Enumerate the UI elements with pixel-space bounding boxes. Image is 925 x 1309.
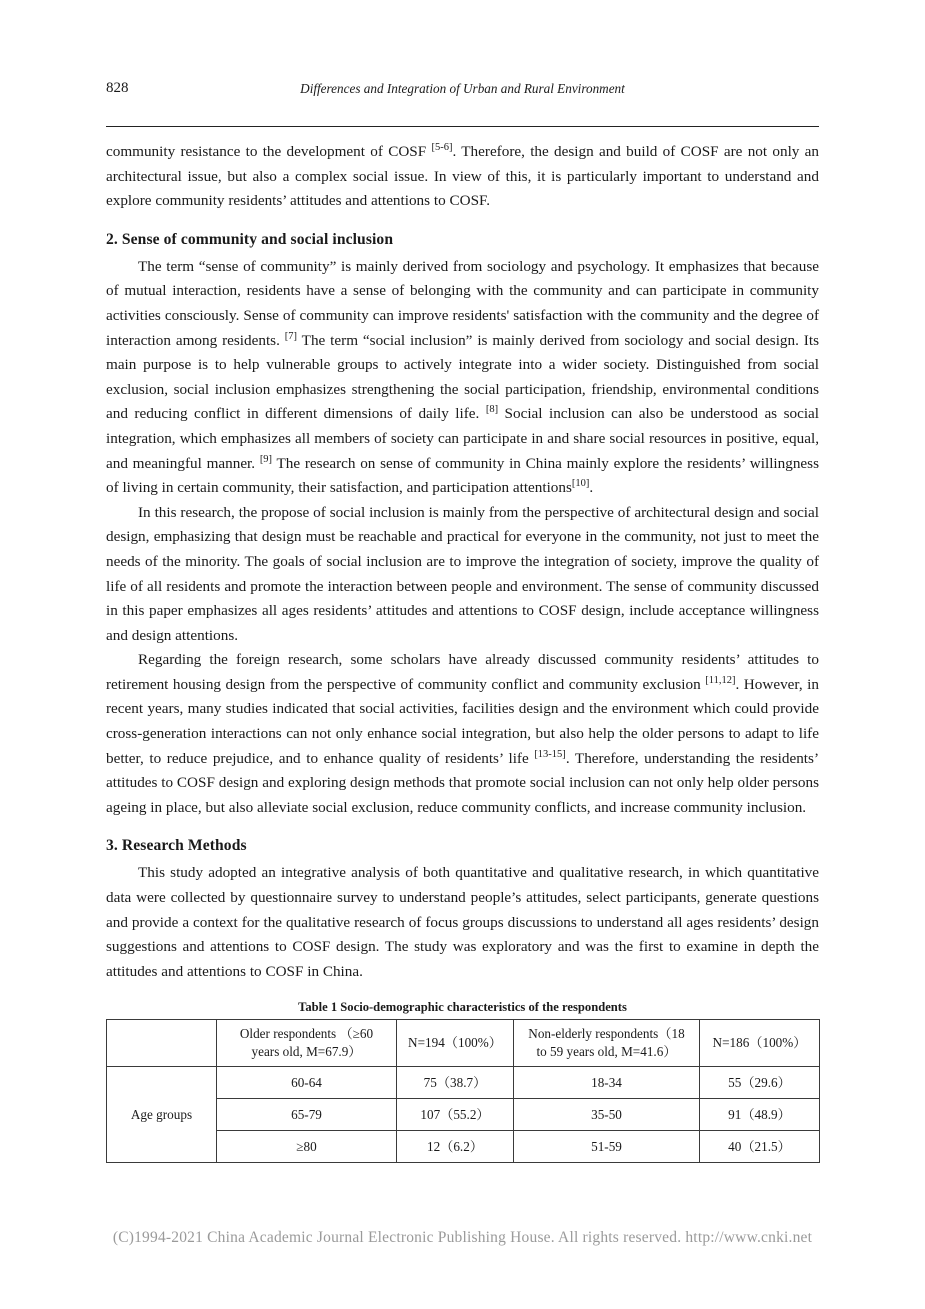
cell-nonelderly-value: 40（21.5）	[700, 1131, 820, 1163]
paragraph-s2-2: In this research, the propose of social inclusion is mainly from the perspective of architectural design and social design, emphasizing that design must be reachable and practical for everyone in the community, not just to meet the needs of the minority. The goals of social inclusion are to improve the integration of society, improve the quality of life of all residents and promote the interaction between people and environment. The sense of community discussed in this paper emphasizes all ages residents’ attitudes and attentions to COSF design, include acceptance willingness and design attentions.	[106, 503, 819, 644]
demographics-table	[106, 1019, 820, 1163]
text-run: The research on sense of community in China mainly explore the residents’ willingness of living in certain community, their satisfaction, and participation attentions	[106, 454, 819, 497]
nonelderly-label-line2: to 59 years old, M=41.6）	[536, 1044, 677, 1060]
cell-older-group: 60-64	[217, 1067, 397, 1099]
paragraph-continued	[106, 140, 819, 214]
citation-ref: [7]	[284, 330, 298, 342]
paragraph-s2-3	[106, 648, 819, 820]
cell-blank	[107, 1020, 217, 1067]
citation-ref: [13-15]	[534, 748, 566, 760]
cell-older-group: ≥80	[217, 1131, 397, 1163]
cell-nonelderly-label	[514, 1020, 700, 1067]
text-run: The term “social inclusion” is mainly derived from sociology and social design. Its main purpose is to help vulnerable groups to actively integrate into a wider society. Distinguished from social exclusion, social inclusion emphasizes strengthening the social participation, friendship, environmental conditions and reducing conflict in different dimensions of daily life.	[106, 331, 819, 423]
text-run: . Therefore, the design and build of COSF are not only an architectural issue, but also a complex social issue. In view of this, it is particularly important to understand and explore community residents’ attitudes and attentions to COSF.	[106, 143, 819, 210]
cell-nonelderly-group: 35-50	[514, 1099, 700, 1131]
cell-older-value: 12（6.2）	[397, 1131, 514, 1163]
running-head	[106, 78, 819, 104]
copyright-footer: (C)1994-2021 China Academic Journal Electronic Publishing House. All rights reserved. http://www.cnki.net	[112, 1229, 813, 1246]
page-content	[106, 78, 819, 1163]
table-header-row	[107, 1020, 820, 1067]
section-heading-2: 2. Sense of community and social inclusion	[106, 230, 394, 248]
header-rule	[106, 126, 819, 127]
older-label-line1: Older respondents （≥60	[239, 1026, 374, 1042]
cell-nonelderly-n: N=186（100%）	[700, 1020, 820, 1067]
cell-nonelderly-value: 55（29.6）	[700, 1067, 820, 1099]
citation-ref: [10]	[571, 478, 590, 490]
text-run: Regarding the foreign research, some scholars have already discussed community residents’ attitudes to retirement housing design from the perspective of community conflict and community exclusion	[106, 651, 819, 693]
cell-nonelderly-value: 91（48.9）	[700, 1099, 820, 1131]
paragraph-s2-1	[106, 255, 819, 501]
text-run: .	[589, 479, 594, 497]
cell-age-groups-label: Age groups	[107, 1067, 217, 1163]
text-run: community resistance to the development of COSF	[106, 143, 432, 160]
text-run: The term “sense of community” is mainly derived from sociology and psychology. It emphasizes that because of mutual interaction, residents have a sense of belonging with the community and can participate in community activities consciously. Sense of community can improve residents' satisfaction with the community and the degree of interaction among residents.	[106, 257, 819, 349]
paragraph-s3-1: This study adopted an integrative analysis of both quantitative and qualitative research, in which quantitative data were collected by questionnaire survey to understand people’s attitudes, select participants, generate questions and provide a context for the qualitative research of focus groups discussions to understand all ages residents’ design suggestions and attentions to COSF design. The study was exploratory and was the first to examine in depth the attitudes and attentions to COSF in China.	[106, 864, 819, 980]
section-heading-3: 3. Research Methods	[106, 837, 247, 855]
text-run: . Therefore, understanding the residents’ attitudes to COSF design and exploring design methods that promote social inclusion can not only help older persons ageing in place, but also alleviate social exclusion, reduce community conflicts, and increase community inclusion.	[106, 749, 819, 816]
table-container	[106, 1000, 819, 1163]
text-run: Social inclusion can also be understood as social integration, which emphasizes all members of society can participate in and share social resources in positive, equal, and meaningful manner.	[106, 405, 819, 472]
nonelderly-label-line1: Non-elderly respondents（18	[528, 1026, 685, 1042]
page-number: 828	[106, 80, 129, 96]
table-row	[107, 1067, 820, 1099]
citation-ref: [11,12]	[705, 674, 736, 686]
table-caption: Table 1 Socio-demographic characteristics of the respondents	[298, 1000, 627, 1015]
running-title: Differences and Integration of Urban and Rural Environment	[300, 81, 625, 96]
cell-nonelderly-group: 18-34	[514, 1067, 700, 1099]
text-run: . However, in recent years, many studies indicated that social activities, facilities design and the environment which could provide cross-generation interactions can not only enhance social integration, but also help the older persons to adapt to life better, to reduce prejudice, and to enhance quality of residents’ life	[106, 675, 819, 767]
citation-ref: [9]	[259, 453, 273, 465]
cell-nonelderly-group: 51-59	[514, 1131, 700, 1163]
cell-older-label	[217, 1020, 397, 1067]
older-label-line2: years old, M=67.9）	[251, 1044, 362, 1060]
cell-older-value: 107（55.2）	[397, 1099, 514, 1131]
cell-older-n: N=194（100%）	[397, 1020, 514, 1067]
citation-ref: [5-6]	[431, 141, 453, 153]
cell-older-group: 65-79	[217, 1099, 397, 1131]
cell-older-value: 75（38.7）	[397, 1067, 514, 1099]
citation-ref: [8]	[485, 404, 499, 416]
